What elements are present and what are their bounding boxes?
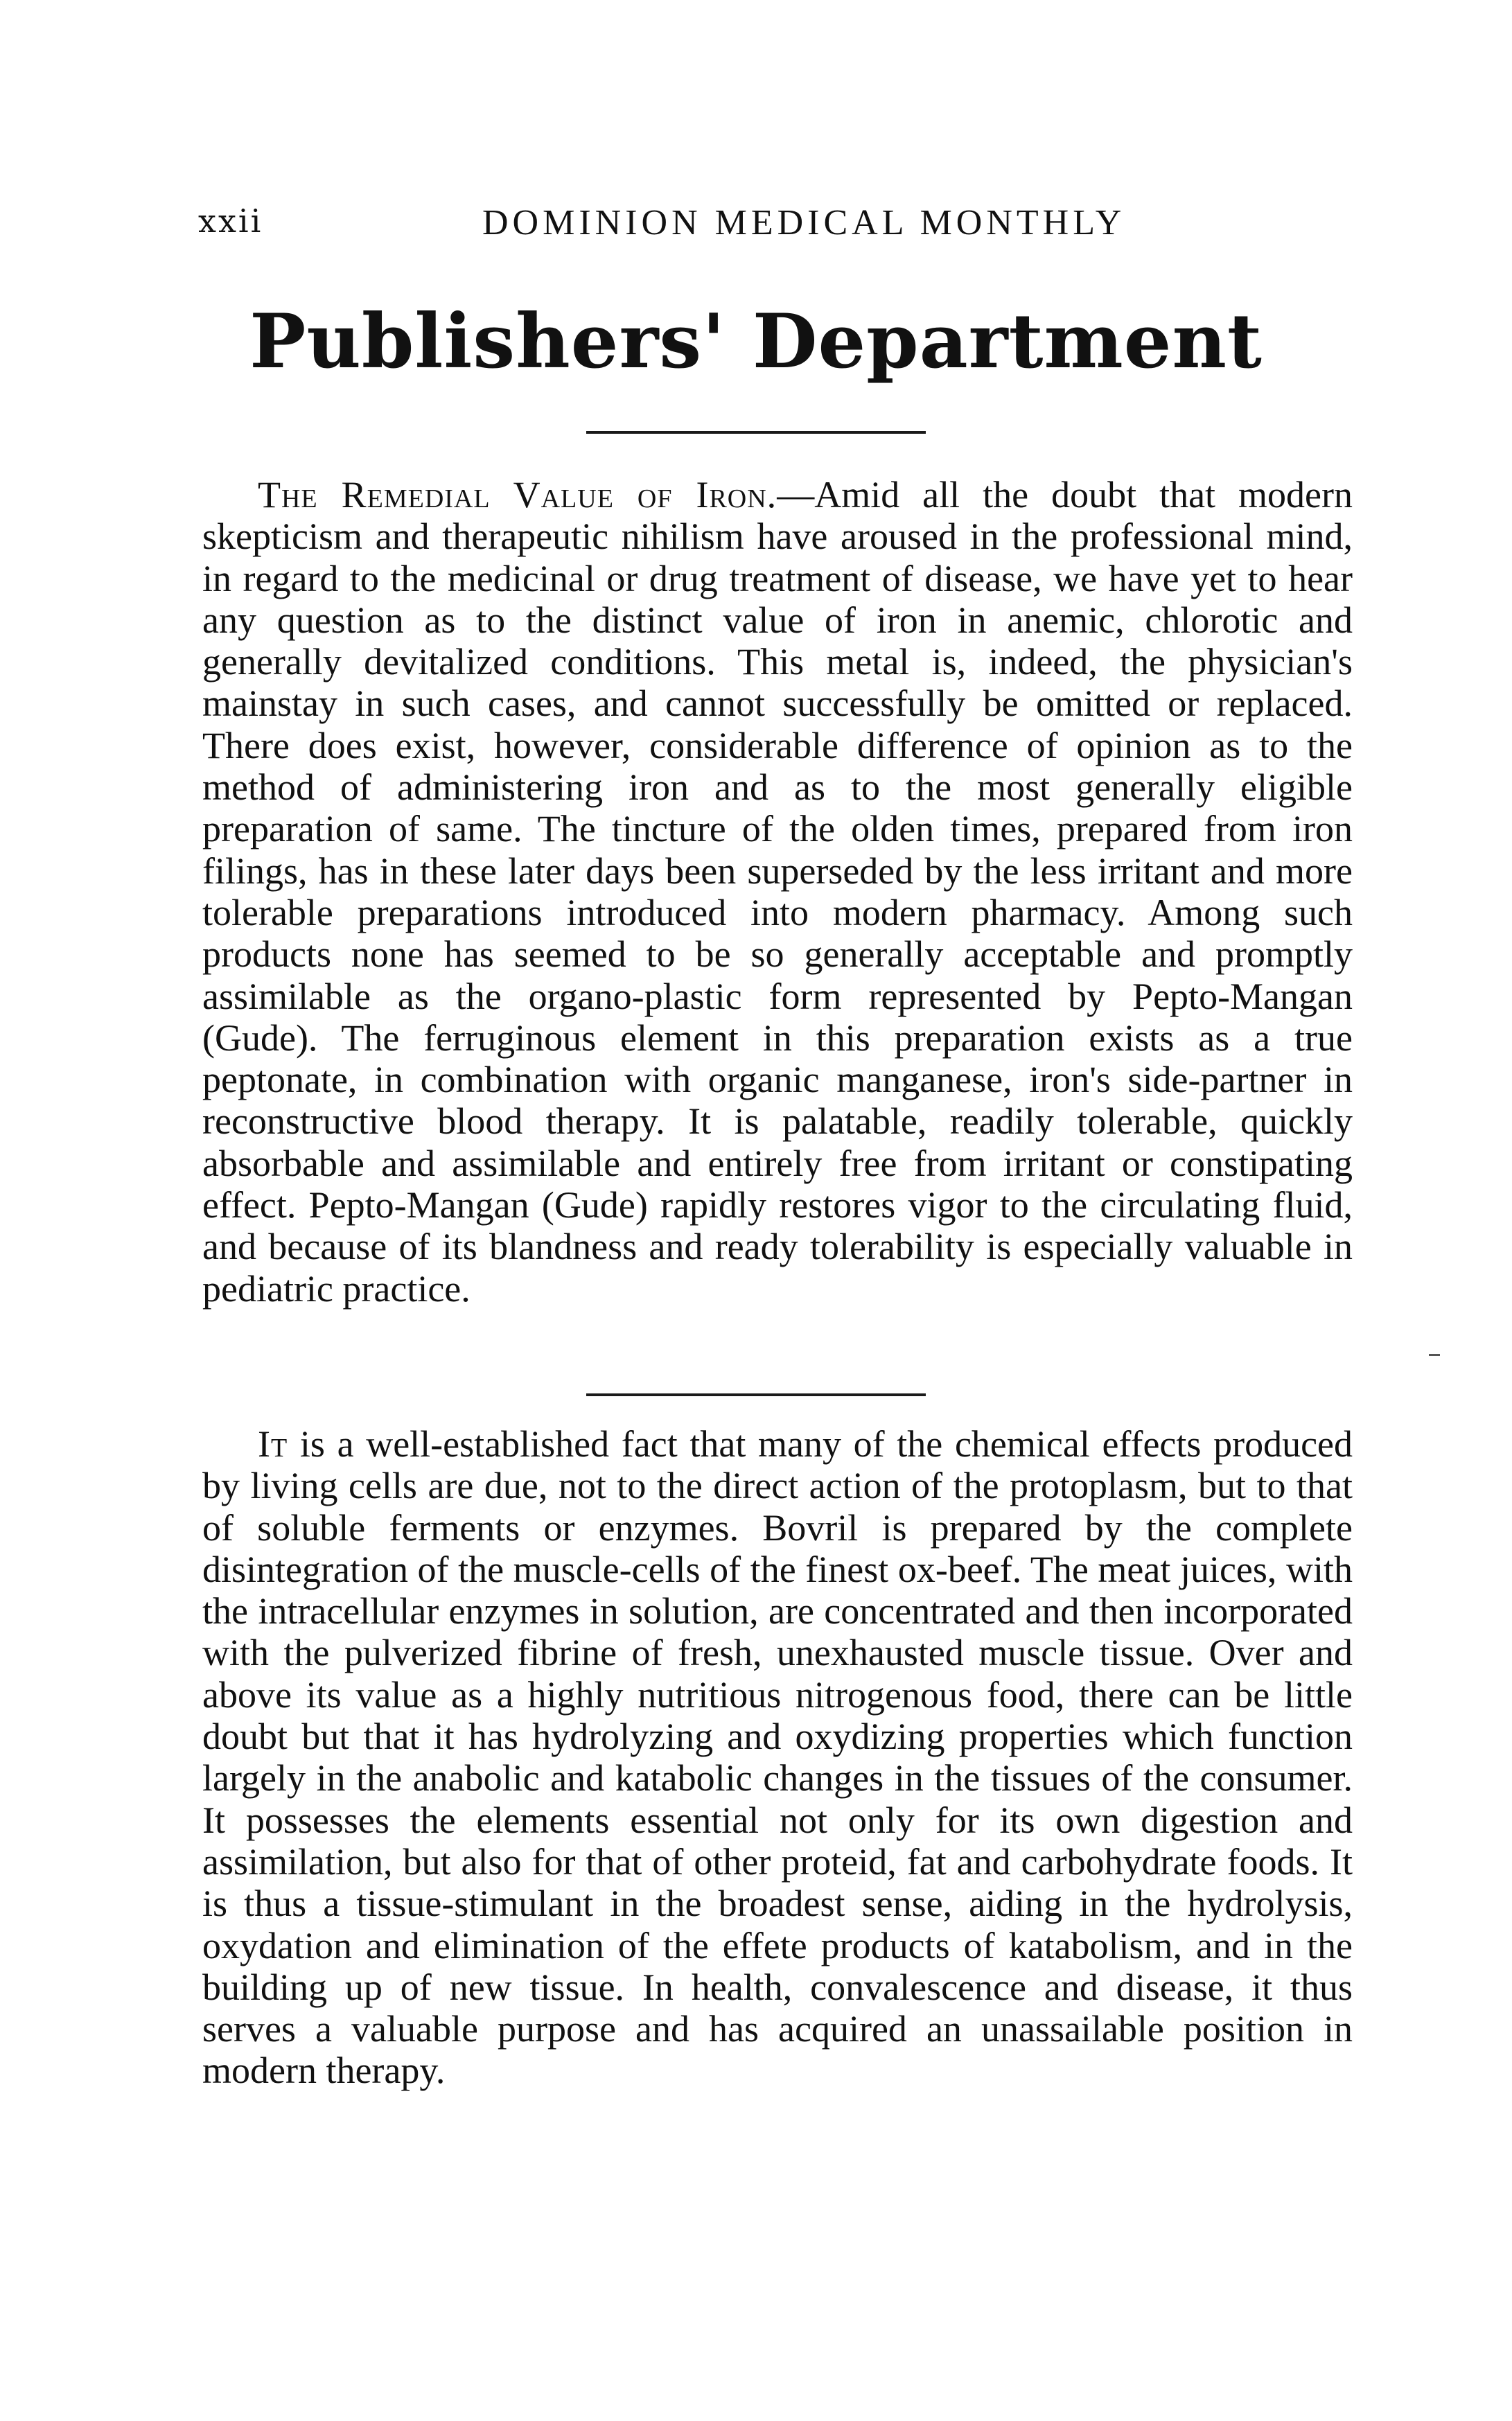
section-divider [586,431,926,434]
margin-mark [1429,1354,1440,1356]
article-lead: The Remedial Value of Iron. [258,474,777,516]
article-divider [586,1393,926,1396]
article-body: —Amid all the doubt that modern skepticism and therapeutic nihilism have aroused in the professional mind, in regard to the medicinal or drug treatment of disease, we have yet to hear any question as to the distinct value of iron in anemic, chlorotic and generally devitalized conditions. This metal is, indeed, the physician's mainstay in such cases, and cannot successfully be omitted or replaced. There does exist, however, considerable difference of opinion as to the method of administering iron and as to the most generally eligible preparation of same. The tincture of the olden times, prepared from iron filings, has in these later days been superseded by the less irritant and more tolerable preparations introduced into modern pharmacy. Among such products none has seemed to be so generally acceptable and promptly assimilable as the organo-plastic form represented by Pepto-Mangan (Gude). The ferruginous element in this preparation exists as a true peptonate, in combination with organic manganese, iron's side-partner in reconstructive blood therapy. It is palatable, readily tolerable, quickly absorbable and assimilable and entirely free from irritant or constipating effect. Pepto-Mangan (Gude) rapidly restores vigor to the circulating fluid, and because of its blandness and ready tolerability is especially valuable in pediatric practice. [202,474,1353,1310]
running-head [198,202,1383,251]
article-bovril [202,1423,1353,2092]
article-body: is a well-established fact that many of the chemical effects produced by living cells are due, not to the direct action of the protoplasm, but to that of soluble ferments or enzymes. Bovril is prepared by the complete disintegration of the muscle-cells of the finest ox-beef. The meat juices, with the intracellular enzymes in solution, are concentrated and then incorporated with the pulverized fibrine of fresh, unexhausted muscle tissue. Over and above its value as a highly nutritious nitrogenous food, there can be little doubt but that it has hydrolyzing and oxydizing properties which function largely in the anabolic and katabolic changes in the tissues of the consumer. It possesses the elements essential not only for its own digestion and assimilation, but also for that of other proteid, fat and carbohydrate foods. It is thus a tissue-stimulant in the broadest sense, aiding in the hydrolysis, oxydation and elimination of the effete products of katabolism, and in the building up of new tissue. In health, convalescence and disease, it thus serves a valuable purpose and has acquired an unassailable position in modern therapy. [202,1423,1353,2092]
journal-title: DOMINION MEDICAL MONTHLY [482,203,1126,243]
page-number: xxii [198,202,263,240]
section-title: Publishers' Department [249,298,1263,385]
article-remedial-value-of-iron [202,474,1353,1310]
article-lead: It [258,1423,288,1465]
